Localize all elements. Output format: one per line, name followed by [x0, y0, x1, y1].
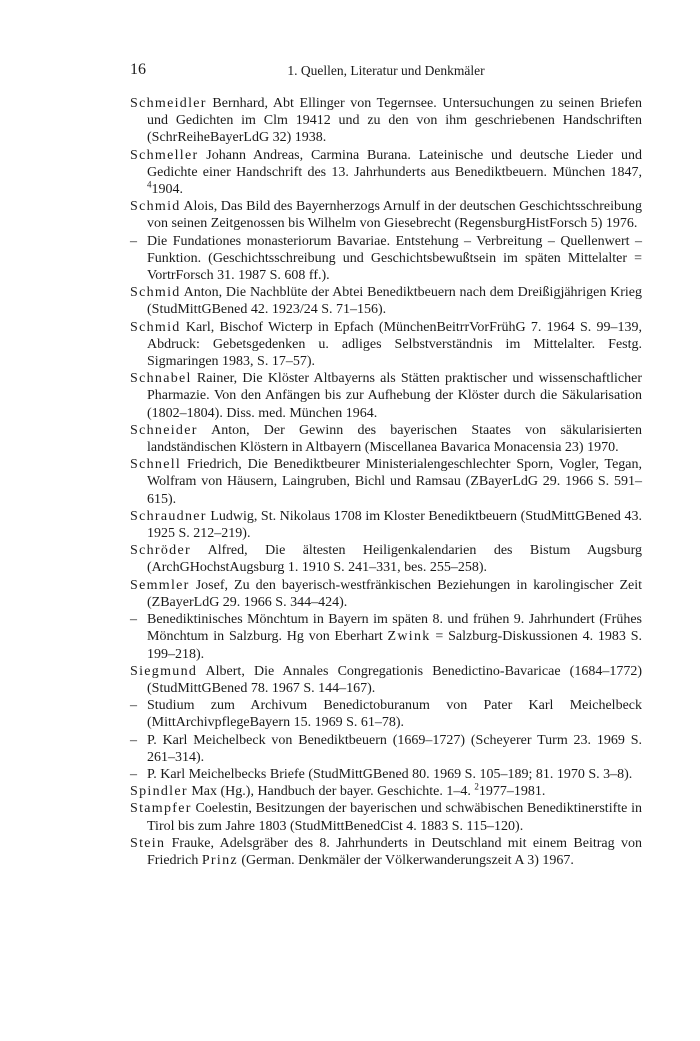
bibliography-entry: [130, 508, 642, 542]
entry-text-tail: (German. Denkmäler der Völkerwanderungszeit A 3) 1967.: [237, 852, 574, 868]
bibliography-entry: [130, 766, 642, 783]
entry-text: Coelestin, Besitzungen der bayerischen und schwäbischen Benediktinerstifte in Tirol bis zum Jahre 1803 (StudMittBenedCist 4. 1883 S. 115–120).: [147, 801, 642, 834]
entry-author: Schneider: [130, 422, 198, 438]
entry-author: Spindler: [130, 784, 188, 800]
entry-text: P. Karl Meichelbeck von Benediktbeuern (1669–1727) (Scheyerer Turm 23. 1969 S. 261–314).: [147, 732, 642, 765]
running-head-title: 1. Quellen, Literatur und Denkmäler: [287, 63, 485, 78]
entry-spaced-name: Zwink: [387, 629, 431, 645]
entry-text: Friedrich, Die Benediktbeurer Ministerialengeschlechter Sporn, Vogler, Tegan, Wolfram von Häusern, Laingruben, Bichl und Ramsau (ZBayerLdG 29. 1966 S. 591–615).: [147, 457, 642, 507]
entry-text: Frauke, Adelsgräber des 8. Jahrhunderts in Deutschland mit einem Beitrag von Friedrich: [147, 835, 642, 868]
running-head: [130, 60, 642, 82]
entry-dash: –: [130, 732, 137, 748]
edition-superscript: 4: [147, 179, 152, 190]
bibliography-entry: [130, 835, 642, 869]
entry-dash: –: [130, 233, 137, 249]
entry-spaced-name: Prinz: [201, 852, 238, 868]
entry-author: Stein: [130, 835, 166, 851]
bibliography-entry: [130, 198, 642, 232]
bibliography-entry: [130, 422, 642, 456]
entry-author: Schmid: [130, 285, 181, 301]
entry-author: Schröder: [130, 543, 191, 559]
bibliography-entry: [130, 800, 642, 834]
entry-author: Schmeidler: [130, 96, 207, 111]
bibliography-entry: [130, 319, 642, 371]
entry-text: Max (Hg.), Handbuch der bayer. Geschichte. 1–4.: [187, 784, 475, 800]
entry-text: Rainer, Die Klöster Altbayerns als Stätten praktischer und wissenschaftlicher Pharmazie. Von den Anfängen bis zur Aufhebung der Klöster durch die Säkularisation (1802–1804). Diss. med. München 1964.: [147, 371, 642, 421]
entry-text: Alfred, Die ältesten Heiligenkalendarien des Bistum Augsburg (ArchGHochstAugsburg 1. 1910 S. 241–331, bes. 255–258).: [147, 543, 642, 576]
page-number: 16: [130, 61, 146, 78]
entry-text: Anton, Die Nachblüte der Abtei Benediktbeuern nach dem Dreißigjährigen Krieg (StudMittGBened 42. 1923/24 S. 71–156).: [147, 285, 642, 318]
entry-text: Die Fundationes monasteriorum Bavariae. Entstehung – Verbreitung – Quellenwert – Funktion. (Geschichtsschreibung und Geschichtsbewußtsein im späten Mittelalter = VortrForsch 31. 1987 S. 608 ff.).: [147, 233, 642, 284]
entry-author: Schmid: [130, 319, 181, 335]
bibliography-entry: [130, 783, 642, 800]
entry-text: Ludwig, St. Nikolaus 1708 im Kloster Benediktbeuern (StudMittGBened 43. 1925 S. 212–219).: [147, 508, 642, 542]
entry-author: Schraudner: [130, 508, 207, 524]
entry-text: Karl, Bischof Wicterp in Epfach (MünchenBeitrrVorFrühG 7. 1964 S. 99–139, Abdruck: Gebetsgedenken u. adliges Selbstverständnis im Mittelalter. Festg. Sigmaringen 1983, S. 17–57).: [147, 319, 642, 370]
entry-author: Schnell: [130, 457, 182, 473]
bibliography-entry: [130, 697, 642, 731]
bibliography-entry: [130, 233, 642, 285]
entry-text: P. Karl Meichelbecks Briefe (StudMittGBened 80. 1969 S. 105–189; 81. 1970 S. 3–8).: [147, 766, 633, 782]
bibliography-entry: [130, 542, 642, 576]
entry-text: Bernhard, Abt Ellinger von Tegernsee. Untersuchungen zu seinen Briefen und Gedichten im Clm 19412 und zu den von ihm geschriebenen Handschriften (SchrReiheBayerLdG 32) 1938.: [147, 96, 642, 146]
entry-text: Johann Andreas, Carmina Burana. Lateinische und deutsche Lieder und Gedichte einer Handschrift des 13. Jahrhunderts aus Benediktbeuern. München 1847,: [147, 147, 642, 180]
bibliography-list: [130, 95, 642, 869]
entry-text-tail: 1977–1981.: [478, 784, 546, 800]
entry-text: Benediktinisches Mönchtum in Bayern im späten 8. und frühen 9. Jahrhundert (Frühes Mönchtum in Salzburg. Hg von Eberhart: [147, 612, 642, 645]
entry-text: Albert, Die Annales Congregationis Benedictino-Bavaricae (1684–1772) (StudMittGBened 78. 1967 S. 144–167).: [147, 663, 642, 696]
entry-author: Semmler: [130, 577, 190, 593]
edition-superscript: 2: [474, 781, 479, 792]
bibliography-entry: [130, 663, 642, 697]
bibliography-entry: [130, 732, 642, 766]
entry-text: Josef, Zu den bayerisch-westfränkischen Beziehungen in karolingischer Zeit (ZBayerLdG 29. 1966 S. 344–424).: [147, 577, 642, 610]
entry-author: Stampfer: [130, 801, 192, 817]
entry-text: Anton, Der Gewinn des bayerischen Staates von säkularisierten landständischen Klöstern in Altbayern (Miscellanea Bavarica Monacensia 23) 1970.: [147, 422, 642, 456]
entry-dash: –: [130, 766, 137, 782]
entry-author: Schmid: [130, 199, 181, 215]
entry-author: Siegmund: [130, 663, 198, 679]
bibliography-entry: [130, 456, 642, 508]
bibliography-entry: [130, 370, 642, 422]
entry-text-tail: = Salzburg-Diskussionen 4. 1983 S. 199–218).: [147, 629, 642, 662]
entry-text: Alois, Das Bild des Bayernherzogs Arnulf in der deutschen Geschichtsschreibung von seinen Zeitgenossen bis Wilhelm von Giesebrecht (RegensburgHistForsch 5) 1976.: [147, 199, 642, 232]
entry-text-tail: 1904.: [151, 182, 183, 198]
bibliography-entry: [130, 611, 642, 663]
entry-text: Studium zum Archivum Benedictoburanum von Pater Karl Meichelbeck (MittArchivpflegeBayern 15. 1969 S. 61–78).: [147, 698, 642, 731]
bibliography-entry: [130, 95, 642, 147]
bibliography-entry: [130, 577, 642, 611]
entry-author: Schmeller: [130, 147, 199, 163]
entry-dash: –: [130, 698, 137, 714]
entry-dash: –: [130, 612, 137, 628]
bibliography-entry: [130, 147, 642, 199]
entry-author: Schnabel: [130, 371, 192, 387]
bibliography-entry: [130, 284, 642, 318]
